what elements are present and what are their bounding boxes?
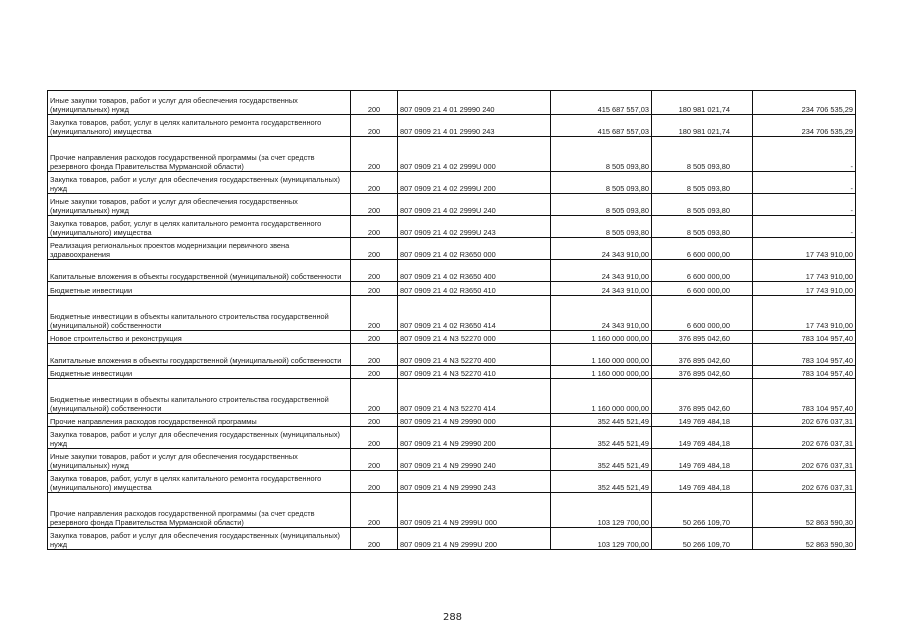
table-row [48, 91, 856, 115]
table-row [48, 528, 856, 550]
row-amount-3: 783 104 957,40 [753, 366, 856, 379]
row-amount-3: - [753, 194, 856, 216]
row-csr-code: 807 0909 21 4 02 2999U 243 [398, 216, 551, 238]
row-csr-code: 807 0909 21 4 N3 52270 410 [398, 366, 551, 379]
table-row [48, 379, 856, 414]
row-amount-2: 376 895 042,60 [652, 331, 753, 344]
row-name: Бюджетные инвестиции [48, 366, 351, 379]
table-row [48, 427, 856, 449]
row-code: 200 [351, 449, 398, 471]
row-amount-total: 24 343 910,00 [551, 296, 652, 331]
row-code: 200 [351, 331, 398, 344]
row-name: Закупка товаров, работ, услуг в целях капитального ремонта государственного (муниципального) имущества [48, 115, 351, 137]
row-csr-code: 807 0909 21 4 N3 52270 414 [398, 379, 551, 414]
row-amount-total: 1 160 000 000,00 [551, 379, 652, 414]
table-row [48, 366, 856, 379]
row-code: 200 [351, 471, 398, 493]
row-csr-code: 807 0909 21 4 N3 52270 000 [398, 331, 551, 344]
row-amount-3: 783 104 957,40 [753, 344, 856, 366]
row-amount-2: 50 266 109,70 [652, 528, 753, 550]
row-amount-2: 149 769 484,18 [652, 471, 753, 493]
row-name: Закупка товаров, работ, услуг в целях капитального ремонта государственного (муниципального) имущества [48, 471, 351, 493]
row-name: Закупка товаров, работ и услуг для обеспечения государственных (муниципальных) нужд [48, 427, 351, 449]
row-csr-code: 807 0909 21 4 01 29990 243 [398, 115, 551, 137]
row-amount-3: 17 743 910,00 [753, 260, 856, 282]
row-amount-total: 8 505 093,80 [551, 194, 652, 216]
row-amount-total: 24 343 910,00 [551, 238, 652, 260]
row-name: Бюджетные инвестиции в объекты капитального строительства государственной (муниципальной) собственности [48, 379, 351, 414]
row-amount-2: 376 895 042,60 [652, 366, 753, 379]
row-name: Закупка товаров, работ и услуг для обеспечения государственных (муниципальных) нужд [48, 172, 351, 194]
row-code: 200 [351, 137, 398, 172]
row-name: Бюджетные инвестиции в объекты капитального строительства государственной (муниципальной) собственности [48, 296, 351, 331]
row-code: 200 [351, 260, 398, 282]
row-amount-2: 6 600 000,00 [652, 238, 753, 260]
row-amount-total: 1 160 000 000,00 [551, 331, 652, 344]
row-csr-code: 807 0909 21 4 02 R3650 400 [398, 260, 551, 282]
row-code: 200 [351, 379, 398, 414]
row-amount-total: 103 129 700,00 [551, 493, 652, 528]
table-row [48, 414, 856, 427]
row-name: Иные закупки товаров, работ и услуг для обеспечения государственных (муниципальных) нужд [48, 194, 351, 216]
row-amount-2: 6 600 000,00 [652, 296, 753, 331]
table-row [48, 194, 856, 216]
row-csr-code: 807 0909 21 4 N3 52270 400 [398, 344, 551, 366]
row-name: Прочие направления расходов государственной программы (за счет средств резервного фонда Правительства Мурманской области) [48, 137, 351, 172]
row-code: 200 [351, 296, 398, 331]
row-code: 200 [351, 172, 398, 194]
row-amount-2: 149 769 484,18 [652, 427, 753, 449]
row-amount-3: 202 676 037,31 [753, 449, 856, 471]
row-amount-2: 8 505 093,80 [652, 194, 753, 216]
row-code: 200 [351, 238, 398, 260]
row-csr-code: 807 0909 21 4 N9 2999U 000 [398, 493, 551, 528]
row-amount-2: 180 981 021,74 [652, 115, 753, 137]
row-amount-total: 8 505 093,80 [551, 216, 652, 238]
row-code: 200 [351, 528, 398, 550]
table-row [48, 260, 856, 282]
row-amount-2: 8 505 093,80 [652, 137, 753, 172]
row-amount-3: - [753, 137, 856, 172]
row-amount-total: 24 343 910,00 [551, 260, 652, 282]
table-row [48, 282, 856, 296]
row-code: 200 [351, 414, 398, 427]
row-code: 200 [351, 344, 398, 366]
row-code: 200 [351, 427, 398, 449]
row-name: Закупка товаров, работ и услуг для обеспечения государственных (муниципальных) нужд [48, 528, 351, 550]
table-row [48, 216, 856, 238]
row-code: 200 [351, 366, 398, 379]
table-row [48, 137, 856, 172]
row-code: 200 [351, 282, 398, 296]
table-row [48, 471, 856, 493]
budget-table-body [48, 91, 856, 550]
row-code: 200 [351, 115, 398, 137]
row-csr-code: 807 0909 21 4 01 29990 240 [398, 91, 551, 115]
row-amount-2: 149 769 484,18 [652, 449, 753, 471]
row-csr-code: 807 0909 21 4 02 2999U 000 [398, 137, 551, 172]
row-amount-2: 6 600 000,00 [652, 282, 753, 296]
row-amount-2: 8 505 093,80 [652, 172, 753, 194]
row-name: Реализация региональных проектов модернизации первичного звена здравоохранения [48, 238, 351, 260]
row-name: Прочие направления расходов государственной программы [48, 414, 351, 427]
row-amount-total: 1 160 000 000,00 [551, 344, 652, 366]
row-amount-3: 202 676 037,31 [753, 427, 856, 449]
row-amount-total: 103 129 700,00 [551, 528, 652, 550]
row-amount-2: 149 769 484,18 [652, 414, 753, 427]
row-name: Иные закупки товаров, работ и услуг для обеспечения государственных (муниципальных) нужд [48, 91, 351, 115]
row-amount-3: 17 743 910,00 [753, 296, 856, 331]
row-amount-3: 17 743 910,00 [753, 238, 856, 260]
row-name: Иные закупки товаров, работ и услуг для обеспечения государственных (муниципальных) нужд [48, 449, 351, 471]
table-row [48, 238, 856, 260]
row-code: 200 [351, 493, 398, 528]
row-name: Закупка товаров, работ, услуг в целях капитального ремонта государственного (муниципального) имущества [48, 216, 351, 238]
row-code: 200 [351, 216, 398, 238]
row-amount-3: 52 863 590,30 [753, 493, 856, 528]
row-amount-2: 50 266 109,70 [652, 493, 753, 528]
table-row [48, 172, 856, 194]
row-amount-3: 783 104 957,40 [753, 379, 856, 414]
row-amount-2: 6 600 000,00 [652, 260, 753, 282]
row-name: Новое строительство и реконструкция [48, 331, 351, 344]
row-amount-3: 202 676 037,31 [753, 471, 856, 493]
page-number: 288 [442, 612, 463, 623]
row-amount-total: 8 505 093,80 [551, 172, 652, 194]
row-amount-total: 352 445 521,49 [551, 414, 652, 427]
table-row [48, 331, 856, 344]
row-amount-3: 234 706 535,29 [753, 91, 856, 115]
row-csr-code: 807 0909 21 4 N9 29990 240 [398, 449, 551, 471]
table-row [48, 296, 856, 331]
row-csr-code: 807 0909 21 4 02 2999U 240 [398, 194, 551, 216]
row-code: 200 [351, 194, 398, 216]
row-amount-3: 234 706 535,29 [753, 115, 856, 137]
row-amount-total: 24 343 910,00 [551, 282, 652, 296]
row-csr-code: 807 0909 21 4 02 2999U 200 [398, 172, 551, 194]
row-amount-3: 52 863 590,30 [753, 528, 856, 550]
table-row [48, 115, 856, 137]
row-amount-total: 352 445 521,49 [551, 449, 652, 471]
row-amount-total: 415 687 557,03 [551, 91, 652, 115]
table-row [48, 449, 856, 471]
row-amount-3: - [753, 172, 856, 194]
row-csr-code: 807 0909 21 4 02 R3650 414 [398, 296, 551, 331]
row-csr-code: 807 0909 21 4 N9 2999U 200 [398, 528, 551, 550]
row-csr-code: 807 0909 21 4 N9 29990 243 [398, 471, 551, 493]
row-amount-total: 1 160 000 000,00 [551, 366, 652, 379]
row-amount-3: 202 676 037,31 [753, 414, 856, 427]
table-row [48, 493, 856, 528]
row-amount-2: 8 505 093,80 [652, 216, 753, 238]
row-csr-code: 807 0909 21 4 N9 29990 200 [398, 427, 551, 449]
row-amount-2: 180 981 021,74 [652, 91, 753, 115]
row-amount-total: 415 687 557,03 [551, 115, 652, 137]
row-name: Капитальные вложения в объекты государственной (муниципальной) собственности [48, 260, 351, 282]
row-amount-total: 352 445 521,49 [551, 427, 652, 449]
table-row [48, 344, 856, 366]
row-amount-3: 783 104 957,40 [753, 331, 856, 344]
row-name: Капитальные вложения в объекты государственной (муниципальной) собственности [48, 344, 351, 366]
row-csr-code: 807 0909 21 4 02 R3650 000 [398, 238, 551, 260]
row-amount-2: 376 895 042,60 [652, 379, 753, 414]
row-csr-code: 807 0909 21 4 N9 29990 000 [398, 414, 551, 427]
row-code: 200 [351, 91, 398, 115]
row-csr-code: 807 0909 21 4 02 R3650 410 [398, 282, 551, 296]
row-amount-3: 17 743 910,00 [753, 282, 856, 296]
row-amount-total: 352 445 521,49 [551, 471, 652, 493]
row-name: Прочие направления расходов государственной программы (за счет средств резервного фонда Правительства Мурманской области) [48, 493, 351, 528]
budget-table [47, 90, 856, 550]
row-amount-2: 376 895 042,60 [652, 344, 753, 366]
row-amount-3: - [753, 216, 856, 238]
row-name: Бюджетные инвестиции [48, 282, 351, 296]
row-amount-total: 8 505 093,80 [551, 137, 652, 172]
